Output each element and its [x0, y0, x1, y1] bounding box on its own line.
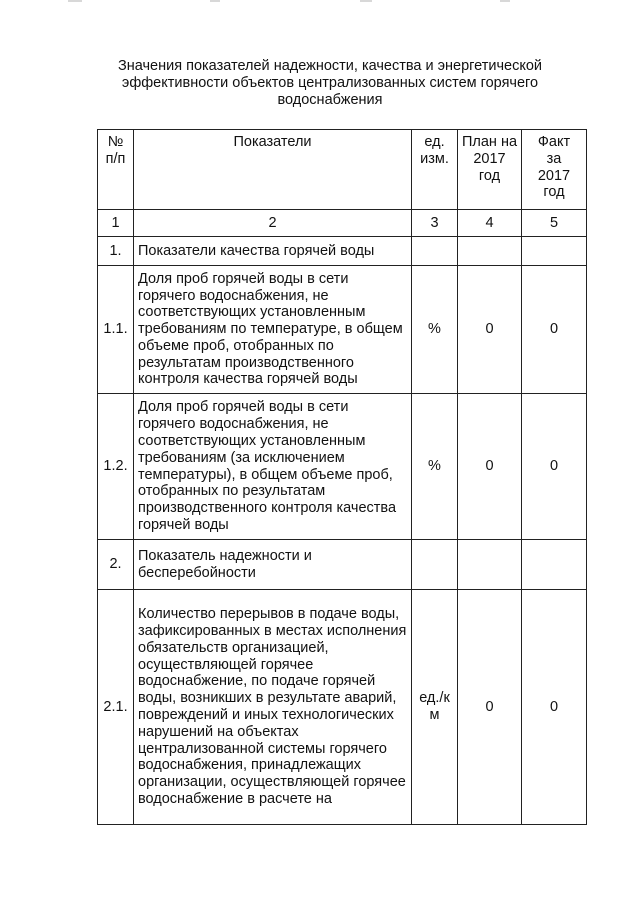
- table-row: [98, 266, 587, 394]
- row-text: Доля проб горячей воды в сети горячего водоснабжения, не соответствующих установленным требованиям (за исключением температуры), в общем объеме проб, отобранных по результатам производственного контроля качества горячей воды: [134, 394, 412, 540]
- row-plan: 0: [458, 590, 522, 825]
- row-unit: %: [412, 394, 458, 540]
- table-row: [98, 394, 587, 540]
- row-plan: 0: [458, 266, 522, 394]
- indicators-table: [97, 129, 587, 825]
- row-plan: [458, 237, 522, 266]
- row-num: 2.: [98, 540, 134, 590]
- row-num: 2.1.: [98, 590, 134, 825]
- row-unit: [412, 237, 458, 266]
- row-num: 1.1.: [98, 266, 134, 394]
- header-unit: ед. изм.: [412, 130, 458, 210]
- column-number: 1: [98, 210, 134, 237]
- table-row: [98, 540, 587, 590]
- table-row: [98, 590, 587, 825]
- row-plan: 0: [458, 394, 522, 540]
- row-fact: [522, 540, 587, 590]
- row-num: 1.: [98, 237, 134, 266]
- row-fact: 0: [522, 266, 587, 394]
- header-plan: План на 2017 год: [458, 130, 522, 210]
- row-text: Показатели качества горячей воды: [134, 237, 412, 266]
- row-unit: %: [412, 266, 458, 394]
- header-num: № п/п: [98, 130, 134, 210]
- column-number: 2: [134, 210, 412, 237]
- row-unit: ед./к м: [412, 590, 458, 825]
- row-text: Доля проб горячей воды в сети горячего водоснабжения, не соответствующих установленным требованиям по температуре, в общем объеме проб, отобранных по результатам производственного контроля качества горячей воды: [134, 266, 412, 394]
- row-fact: 0: [522, 590, 587, 825]
- table-row: [98, 237, 587, 266]
- row-fact: [522, 237, 587, 266]
- row-plan: [458, 540, 522, 590]
- column-number: 3: [412, 210, 458, 237]
- row-text: Показатель надежности и бесперебойности: [134, 540, 412, 590]
- header-fact: Факт за 2017 год: [522, 130, 587, 210]
- column-number: 5: [522, 210, 587, 237]
- column-number: 4: [458, 210, 522, 237]
- table-header-row: [98, 130, 587, 210]
- row-text: Количество перерывов в подаче воды, зафиксированных в местах исполнения обязательств организацией, осуществляющей горячее водоснабжение, по подаче горячей воды, возникших в результате аварий, повреждений и иных технологических нарушений на объектах централизованной системы горячего водоснабжения, принадлежащих организации, осуществляющей горячее водоснабжение в расчете на: [134, 590, 412, 825]
- row-fact: 0: [522, 394, 587, 540]
- header-indicator: Показатели: [134, 130, 412, 210]
- column-numbers-row: [98, 210, 587, 237]
- scan-artifact-marks: [60, 0, 580, 6]
- document-title: Значения показателей надежности, качества и энергетической эффективности объектов централизованных систем горячего водоснабжения: [117, 58, 542, 108]
- row-num: 1.2.: [98, 394, 134, 540]
- row-unit: [412, 540, 458, 590]
